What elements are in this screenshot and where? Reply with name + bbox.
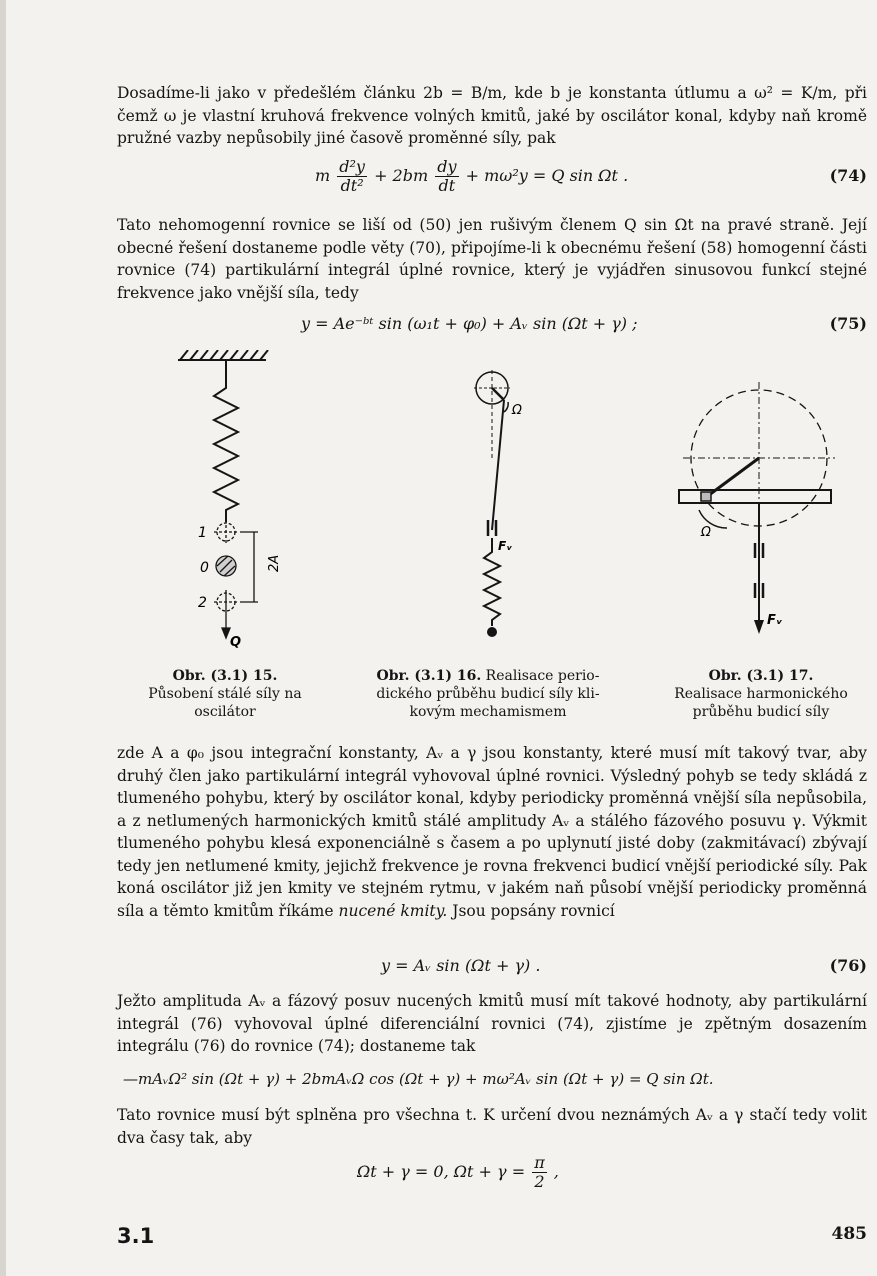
crank-arm bbox=[492, 388, 504, 400]
caption-fig15-line2: oscilátor bbox=[194, 704, 256, 720]
label-2A: 2A bbox=[267, 554, 282, 572]
section-number: 3.1 bbox=[117, 1224, 155, 1248]
page-number: 485 bbox=[831, 1224, 867, 1244]
connecting-rod bbox=[492, 400, 504, 530]
slider-block bbox=[701, 492, 711, 501]
eq74-den2: dt bbox=[438, 176, 456, 195]
caption-fig16 bbox=[348, 667, 628, 721]
paragraph-2: Tato nehomogenní rovnice se liší od (50) jen rušivým členem Q sin Ωt na pravé straně. Její obecné řešení dostaneme podle věty (70), připojíme-li k obecnému řešení (58) homogenní části rovnice (74) partikulární integrál úplné rovnice, který je vyjádřen sinusovou funkcí stejné frekvence jako vnější síla, tedy bbox=[117, 216, 867, 302]
eq76-text: y = Aᵥ sin (Ωt + γ) . bbox=[381, 956, 541, 975]
paragraph-3-text: zde A a φ₀ jsou integrační konstanty, Aᵥ a γ jsou konstanty, které musí mít takový tvar, aby druhý člen jako partikulární integrál vyhovoval úplné rovnici. Výsledný pohyb se tedy skládá z tlumeného pohybu, který by oscilátor konal, kdyby periodicky proměnná vnější síla nepůsobila, a z netlumených harmonických kmitů stálé amplitudy Aᵥ a stálého fázového posuvu γ. Výkmit tlumeného pohybu klesá exponenciálně s časem a po uplynutí jisté doby (zakmitávací) zbývají tedy jen netlumené kmity, jejichž frekvence je rovna frekvenci budicí vnější periodické síly. Pak koná oscilátor již jen kmity ve stejném rytmu, v jakém naň působí vnější periodicky proměnná síla a těmto kmitům říkáme bbox=[117, 744, 867, 920]
eq75-text: y = Ae⁻ᵇᵗ sin (ω₁t + φ₀) + Aᵥ sin (Ωt + γ) ; bbox=[301, 314, 638, 333]
caption-fig16-line3: kovým mechamismem bbox=[409, 704, 567, 720]
equation-75 bbox=[117, 314, 867, 354]
paragraph-5: Tato rovnice musí být splněna pro všechna t. K určení dvou neznámých Aᵥ a γ stačí tedy volit dva časy tak, aby bbox=[117, 1106, 867, 1147]
figure-17-harmonic-mechanism bbox=[675, 378, 845, 638]
eq74-mid: + 2bm bbox=[374, 166, 429, 185]
force-arrowhead bbox=[754, 620, 764, 634]
label-0: 0 bbox=[200, 560, 209, 576]
caption-fig15-title: Obr. (3.1) 15. bbox=[172, 668, 278, 684]
caption-fig17-title: Obr. (3.1) 17. bbox=[708, 668, 814, 684]
eq-last-num: π bbox=[534, 1153, 545, 1172]
caption-fig16-rest: Realisace perio- bbox=[485, 668, 600, 684]
caption-fig15 bbox=[114, 667, 336, 721]
eq-last-frac bbox=[532, 1154, 547, 1191]
paragraph-4: Ježto amplituda Aᵥ a fázový posuv nucených kmitů musí mít takové hodnoty, aby partikulární integrál (76) vyhovoval úplné diferenciální rovnici (74), zjistíme je zpětným dosazením integrálu (76) do rovnice (74); dostaneme tak bbox=[117, 992, 867, 1055]
label-Fv: Fᵥ bbox=[767, 613, 783, 628]
caption-fig17 bbox=[648, 667, 874, 721]
spring bbox=[214, 360, 238, 522]
force-arrow bbox=[222, 628, 230, 638]
eq74-num1: d²y bbox=[339, 157, 365, 176]
caption-fig16-title: Obr. (3.1) 16. bbox=[376, 668, 482, 684]
crank-arm bbox=[705, 458, 759, 498]
scan-edge-left bbox=[0, 0, 6, 1276]
eq-last-den: 2 bbox=[534, 1172, 545, 1191]
eq75-label: (75) bbox=[829, 314, 867, 333]
weight bbox=[487, 627, 497, 637]
caption-fig16-line2: dického průběhu budicí síly kli- bbox=[376, 686, 600, 702]
eq74-m: m bbox=[315, 166, 331, 185]
eq-last-left: Ωt + γ = 0, Ωt + γ = bbox=[357, 1162, 526, 1181]
eq74-frac2 bbox=[435, 158, 458, 195]
figure-16-crank-mechanism bbox=[460, 360, 540, 645]
caption-fig17-line1: Realisace harmonického bbox=[674, 686, 848, 702]
figure-15-spring-oscillator bbox=[170, 350, 290, 650]
paragraph-3 bbox=[117, 742, 867, 922]
eq74-rest: + mω²y = Q sin Ωt . bbox=[465, 166, 629, 185]
paragraph-3-emphasis: nucené kmity. bbox=[338, 901, 448, 920]
eq74-label: (74) bbox=[829, 166, 867, 185]
equation-74 bbox=[117, 158, 867, 198]
paragraph-1: Dosadíme-li jako v předešlém článku 2b = B/m, kde b je konstanta útlumu a ω² = K/m, při čemž ω je vlastní kruhová frekvence volných kmitů, jaké by oscilátor konal, kdyby naň kromě pružné vazby nepůsobily jiné časově proměnné síly, pak bbox=[117, 84, 867, 147]
eq-long-text: —mAᵥΩ² sin (Ωt + γ) + 2bmAᵥΩ cos (Ωt + γ) + mω²Aᵥ sin (Ωt + γ) = Q sin Ωt. bbox=[123, 1070, 714, 1088]
paragraph-3-end: Jsou popsány rovnicí bbox=[452, 901, 615, 920]
caption-fig17-line2: průběhu budicí síly bbox=[692, 704, 830, 720]
label-2: 2 bbox=[198, 595, 207, 611]
eq74-frac1 bbox=[337, 158, 367, 195]
eq-last-end: , bbox=[553, 1162, 559, 1181]
equation-last bbox=[117, 1154, 867, 1194]
label-Fv: Fᵥ bbox=[498, 539, 513, 553]
eq74-num2: dy bbox=[437, 157, 457, 176]
label-Q: Q bbox=[230, 635, 242, 650]
label-Omega: Ω bbox=[701, 525, 711, 540]
label-Omega: Ω bbox=[512, 403, 522, 418]
label-1: 1 bbox=[198, 525, 207, 541]
caption-fig15-line1: Působení stálé síly na bbox=[148, 686, 302, 702]
eq76-label: (76) bbox=[829, 956, 867, 975]
ceiling-hatch bbox=[180, 350, 268, 360]
eq74-den1: dt² bbox=[340, 176, 364, 195]
